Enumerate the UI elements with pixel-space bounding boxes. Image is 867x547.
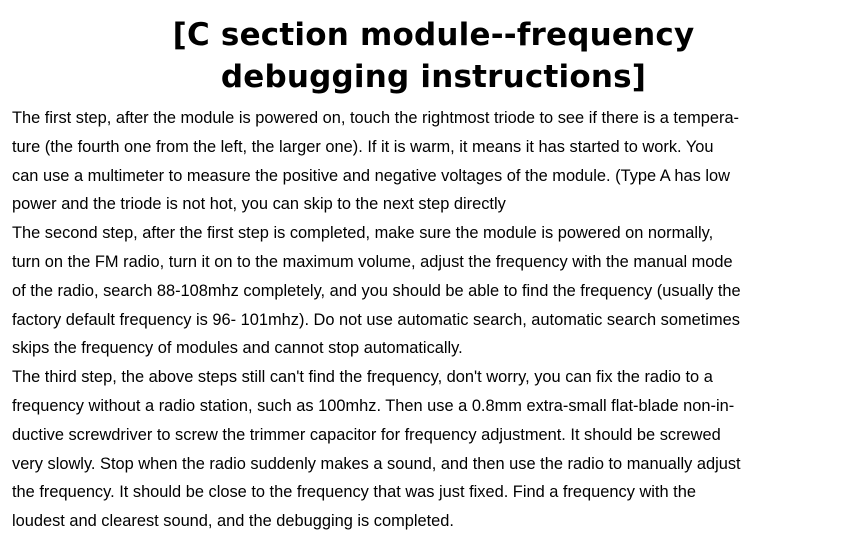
title-line-1: [C section module--frequency: [172, 17, 695, 53]
body-line-15: loudest and clearest sound, and the debugging is completed.: [12, 512, 454, 531]
body-line-14: the frequency. It should be close to the frequency that was just fixed. Find a frequency with the: [12, 483, 696, 502]
body-line-11: frequency without a radio station, such as 100mhz. Then use a 0.8mm extra-small flat-blade non-in-: [12, 396, 735, 415]
body-line-12: ductive screwdriver to screw the trimmer capacitor for frequency adjustment. It should be screwed: [12, 425, 721, 444]
instructions-body: [12, 104, 862, 536]
body-line-9: skips the frequency of modules and cannot stop automatically.: [12, 339, 463, 358]
body-line-3: can use a multimeter to measure the positive and negative voltages of the module. (Type A has low: [12, 166, 730, 185]
body-line-10: The third step, the above steps still can't find the frequency, don't worry, you can fix the radio to a: [12, 368, 713, 387]
title-line-2: debugging instructions]: [220, 59, 647, 95]
document-title: [0, 14, 867, 98]
body-line-4: power and the triode is not hot, you can skip to the next step directly: [12, 195, 506, 214]
body-line-2: ture (the fourth one from the left, the larger one). If it is warm, it means it has started to work. You: [12, 137, 714, 156]
body-line-13: very slowly. Stop when the radio suddenly makes a sound, and then use the radio to manually adjust: [12, 454, 741, 473]
body-line-5: The second step, after the first step is completed, make sure the module is powered on normally,: [12, 224, 714, 243]
body-line-7: of the radio, search 88-108mhz completely, and you should be able to find the frequency (usually the: [12, 281, 741, 300]
body-line-6: turn on the FM radio, turn it on to the maximum volume, adjust the frequency with the manual mode: [12, 252, 733, 271]
body-line-8: factory default frequency is 96- 101mhz). Do not use automatic search, automatic search sometimes: [12, 310, 740, 329]
body-line-1: The first step, after the module is powered on, touch the rightmost triode to see if there is a tempera-: [12, 109, 740, 127]
